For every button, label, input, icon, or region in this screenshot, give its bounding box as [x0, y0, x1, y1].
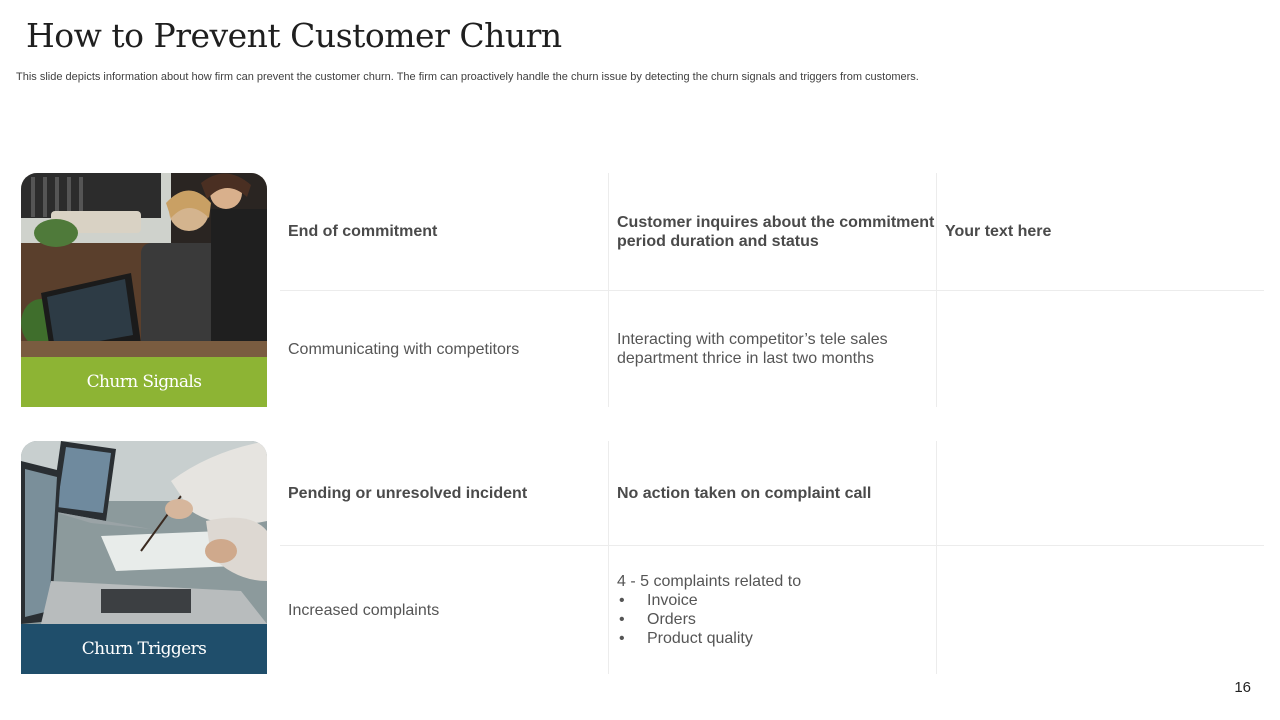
office-meeting-photo	[21, 173, 267, 357]
churn-triggers-table	[280, 441, 1264, 674]
page-number: 16	[1234, 679, 1251, 696]
signal-description-cell: Interacting with competitor’s tele sales department thrice in last two months	[609, 291, 937, 407]
table-row	[280, 291, 1264, 407]
trigger-description-cell: No action taken on complaint call	[609, 441, 937, 545]
trigger-description-cell	[609, 546, 937, 674]
trigger-name-cell: Pending or unresolved incident	[280, 441, 609, 545]
churn-signals-card	[21, 173, 267, 407]
complaints-list	[617, 591, 801, 648]
table-row	[280, 441, 1264, 546]
laptop-paperwork-photo	[21, 441, 267, 624]
trigger-note-cell	[937, 441, 1264, 545]
list-item: • Product quality	[617, 629, 801, 648]
list-item: • Orders	[617, 610, 801, 629]
table-row	[280, 546, 1264, 674]
signal-name-cell: Communicating with competitors	[280, 291, 609, 407]
complaints-intro: 4 - 5 complaints related to	[617, 573, 802, 590]
list-item: • Invoice	[617, 591, 801, 610]
slide-title: How to Prevent Customer Churn	[26, 16, 562, 55]
signal-name-cell: End of commitment	[280, 173, 609, 290]
churn-signals-label: Churn Signals	[21, 357, 267, 407]
churn-triggers-section	[21, 441, 1264, 674]
churn-signals-table	[280, 173, 1264, 407]
trigger-name-cell: Increased complaints	[280, 546, 609, 674]
trigger-note-cell	[937, 546, 1264, 674]
signal-note-cell	[937, 291, 1264, 407]
churn-signals-section	[21, 173, 1264, 407]
signal-description-cell: Customer inquires about the commitment period duration and status	[609, 173, 937, 290]
table-row	[280, 173, 1264, 291]
signal-note-cell: Your text here	[945, 223, 1052, 240]
slide-subtitle: This slide depicts information about how firm can prevent the customer churn. The firm can proactively handle the churn issue by detecting the churn signals and triggers from customers.	[16, 71, 919, 83]
churn-triggers-label: Churn Triggers	[21, 624, 267, 674]
churn-triggers-card	[21, 441, 267, 674]
